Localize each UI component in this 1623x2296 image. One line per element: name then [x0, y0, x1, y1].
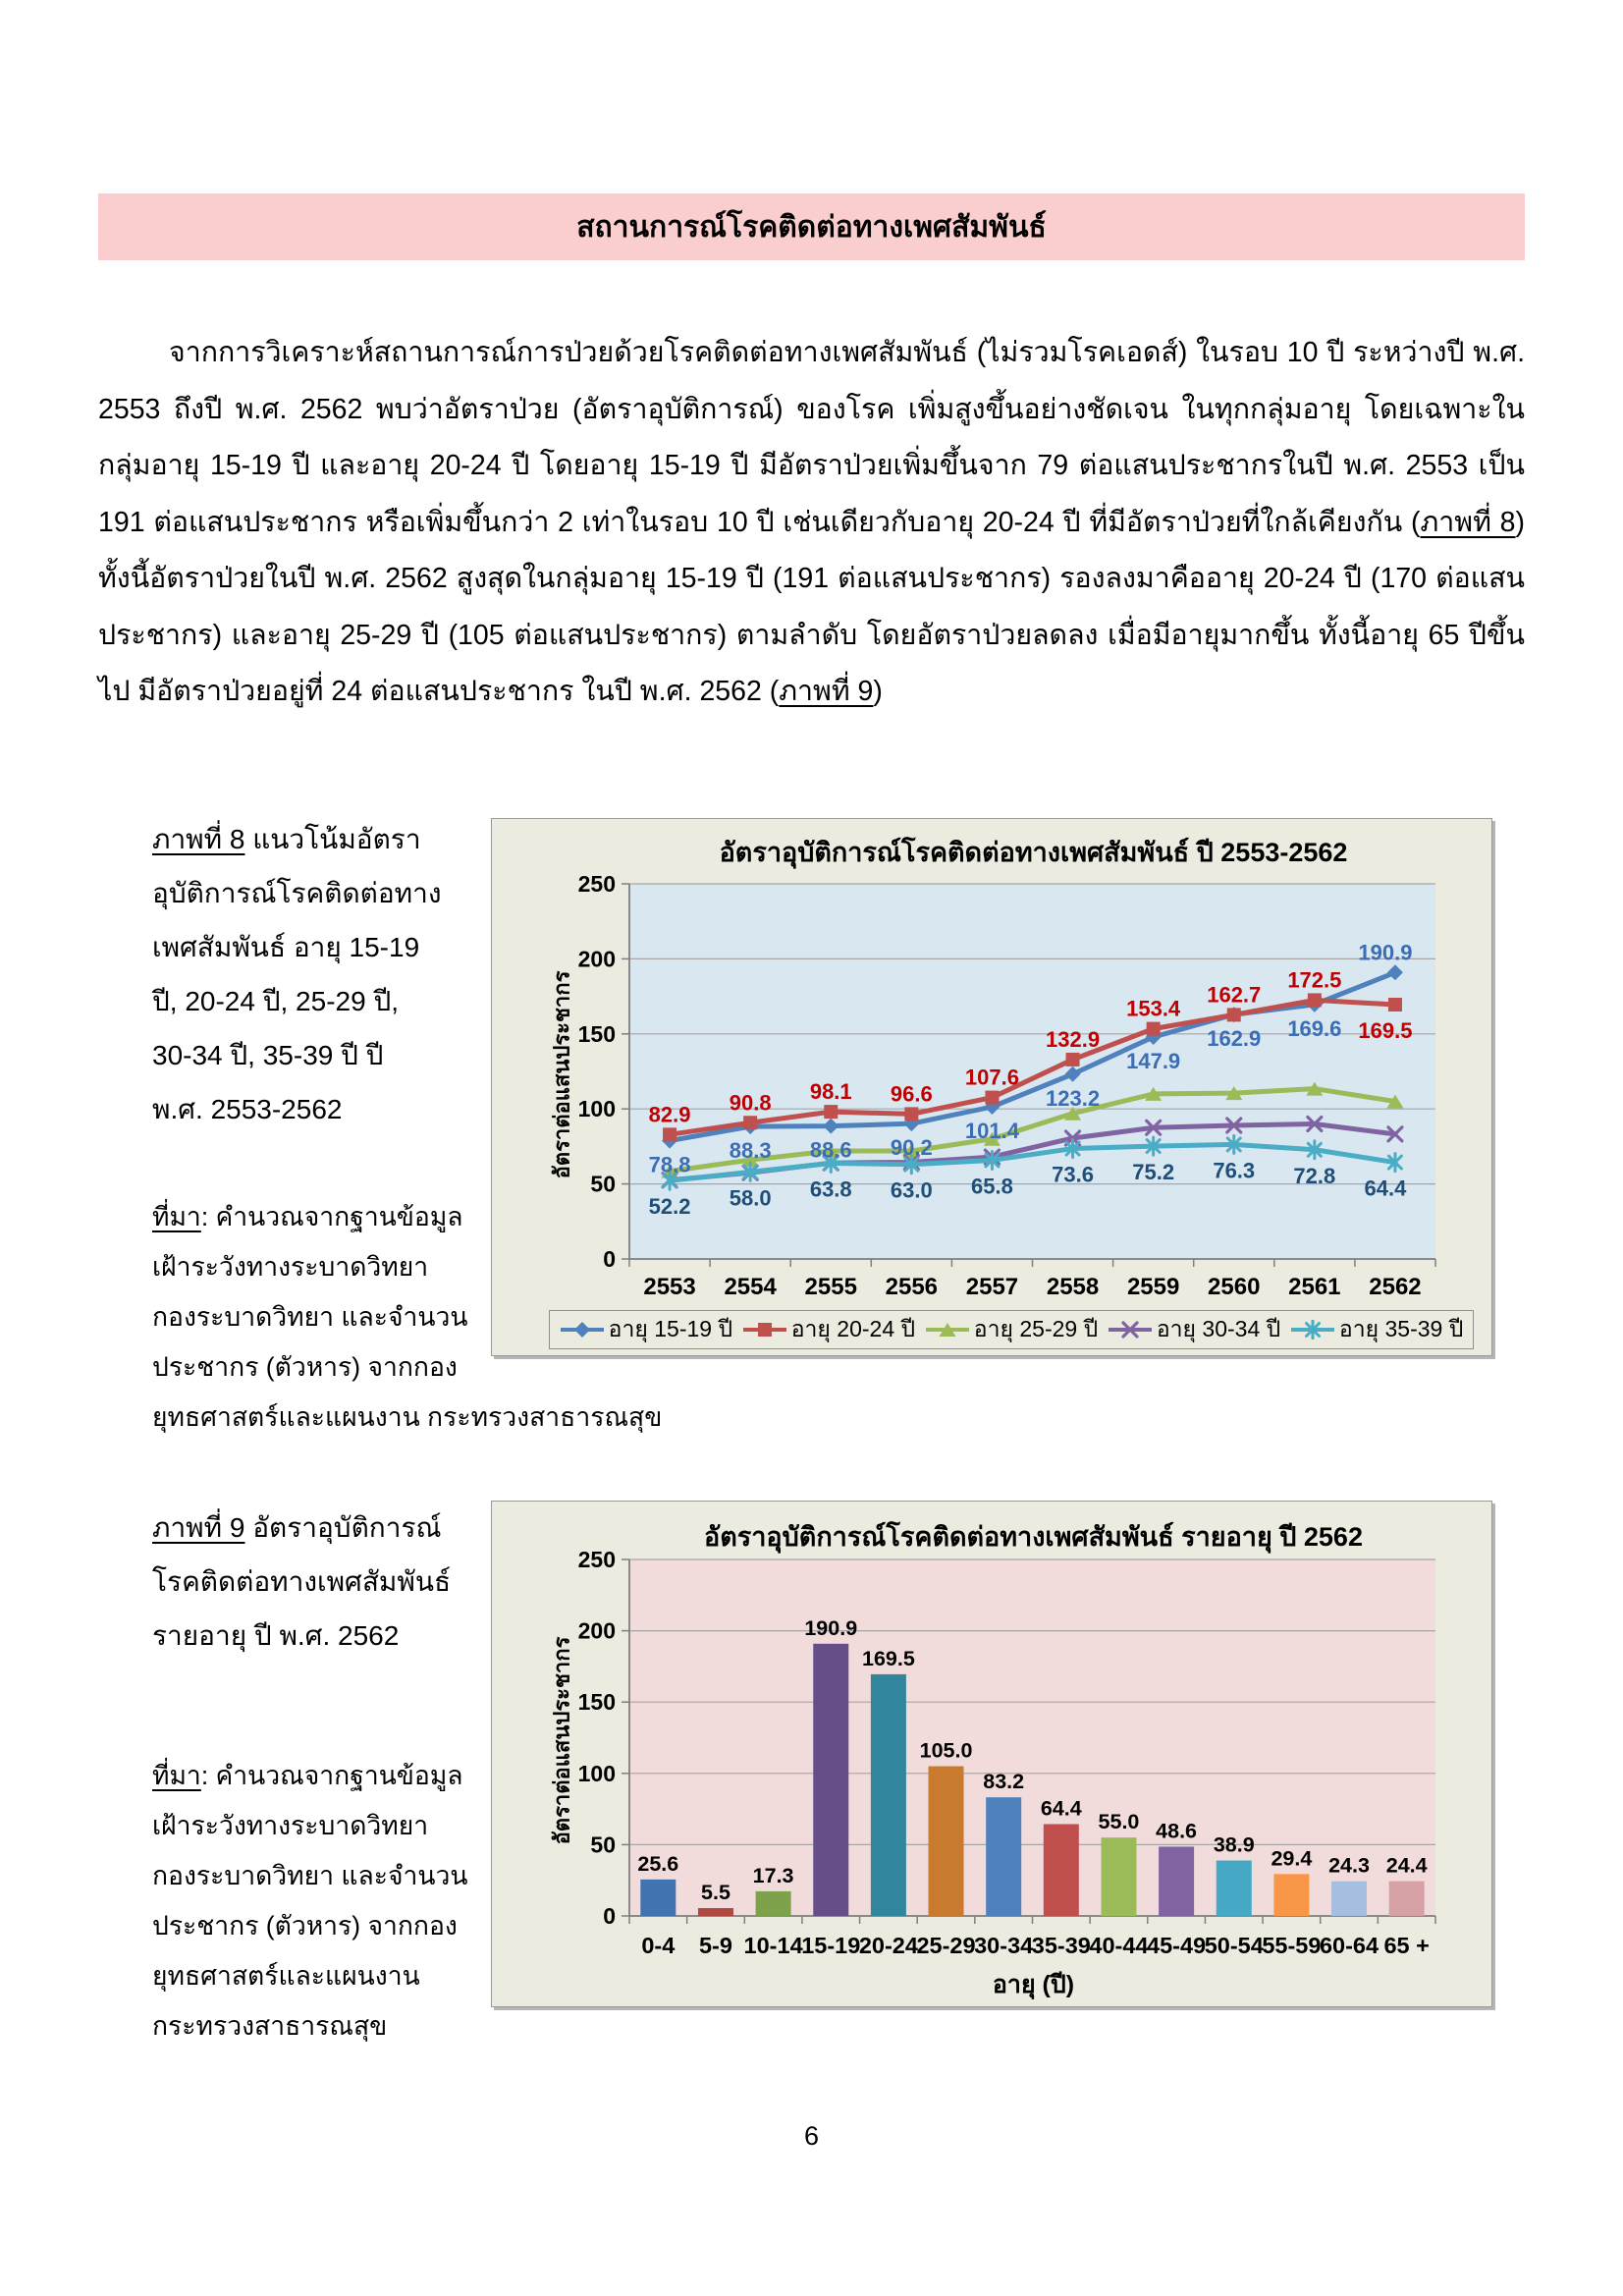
figure9-source: [152, 1751, 467, 2051]
data-label: 52.2: [648, 1194, 691, 1220]
legend-item: [1108, 1312, 1280, 1347]
bar-value-label: 25.6: [637, 1851, 679, 1876]
data-label: 64.4: [1364, 1175, 1407, 1201]
data-label: 190.9: [1358, 940, 1413, 965]
x-tick-label: 60-64: [1319, 1933, 1380, 1958]
y-tick-label: 150: [577, 1020, 616, 1047]
data-label: 78.8: [648, 1152, 691, 1177]
asterisk-legend-marker-icon: [1290, 1320, 1335, 1339]
data-label: 63.8: [809, 1176, 852, 1202]
figure9-source-text: ยุทธศาสตร์และแผนงาน: [152, 1961, 420, 1991]
bar: [1044, 1824, 1079, 1916]
bar: [813, 1644, 848, 1916]
line-series-point: [663, 1127, 676, 1141]
data-label: 75.2: [1132, 1160, 1175, 1185]
x-tick-label: 45-49: [1147, 1933, 1207, 1958]
figure8-caption-text: พ.ศ. 2553-2562: [152, 1094, 343, 1124]
data-label: 98.1: [809, 1079, 852, 1105]
line-series-point: [1227, 1008, 1241, 1021]
y-tick-label: 50: [590, 1831, 616, 1858]
data-label: 90.2: [890, 1135, 933, 1161]
figure9-source-text: เฝ้าระวังทางระบาดวิทยา: [152, 1811, 429, 1840]
x-tick-label: 2558: [1046, 1274, 1100, 1300]
data-label: 101.4: [964, 1119, 1019, 1144]
figure9-source-text: : คำนวณจากฐานข้อมูล: [200, 1761, 463, 1790]
y-tick-label: 250: [577, 1547, 616, 1572]
figure9-x-axis-title: อายุ (ปี): [992, 1971, 1075, 1998]
figure9-caption: [152, 1501, 451, 1663]
figure9-caption-text: โรคติดต่อทางเพศสัมพันธ์: [152, 1566, 452, 1597]
bar: [640, 1880, 676, 1916]
data-label: 107.6: [964, 1065, 1019, 1090]
y-tick-label: 200: [577, 1617, 616, 1644]
y-tick-label: 50: [590, 1171, 616, 1197]
x-tick-label: 65 +: [1383, 1933, 1430, 1958]
legend-label: อายุ 15-19 ปี: [608, 1316, 733, 1341]
figure8-caption-label: ภาพที่ 8: [152, 824, 245, 854]
x-tick-label: 2557: [965, 1274, 1019, 1300]
x-tick-label: 55-59: [1262, 1933, 1322, 1958]
line-series-point: [904, 1107, 918, 1121]
bar-chart-svg: [492, 1502, 1493, 2008]
x-tick-label: 2561: [1288, 1274, 1341, 1300]
bar-value-label: 55.0: [1098, 1810, 1140, 1834]
line-series-point: [985, 1091, 999, 1105]
x-tick-label: 2559: [1126, 1274, 1180, 1300]
bar: [871, 1674, 906, 1916]
bar-value-label: 17.3: [752, 1863, 794, 1887]
figure8-legend: [549, 1310, 1474, 1349]
x-tick-label: 30-34: [974, 1933, 1034, 1958]
bar-value-label: 24.4: [1385, 1853, 1428, 1878]
figure8-source-text: เฝ้าระวังทางระบาดวิทยา: [152, 1252, 429, 1282]
figure8-source-text: : คำนวณจากฐานข้อมูล: [200, 1202, 463, 1231]
legend-item: [1290, 1312, 1463, 1347]
data-label: 76.3: [1213, 1158, 1256, 1183]
line-chart-svg: [492, 819, 1493, 1357]
plot-area: [629, 1559, 1435, 1916]
data-label: 58.0: [729, 1185, 772, 1211]
legend-label: อายุ 30-34 ปี: [1156, 1316, 1281, 1341]
bar-value-label: 29.4: [1271, 1846, 1313, 1871]
figure8-chart: [491, 818, 1492, 1356]
figure8-caption-text: แนวโน้มอัตรา: [244, 824, 421, 854]
data-label: 153.4: [1126, 996, 1181, 1021]
bar-value-label: 48.6: [1156, 1819, 1198, 1843]
bar-value-label: 190.9: [804, 1615, 858, 1640]
paragraph-text: ): [873, 676, 883, 707]
data-label: 172.5: [1287, 967, 1342, 993]
bar: [756, 1891, 791, 1916]
y-tick-label: 100: [577, 1760, 616, 1786]
legend-item: [925, 1312, 1098, 1347]
bar: [698, 1908, 733, 1916]
square-legend-marker-icon: [742, 1320, 787, 1339]
bar-value-label: 5.5: [701, 1881, 730, 1905]
figure9-caption-label: ภาพที่ 9: [152, 1512, 245, 1543]
bar-value-label: 169.5: [861, 1646, 915, 1670]
bar-value-label: 24.3: [1328, 1853, 1370, 1878]
x-tick-label: 2560: [1208, 1274, 1261, 1300]
legend-item: [742, 1312, 915, 1347]
figure8-caption-text: 30-34 ปี, 35-39 ปี ปี: [152, 1040, 384, 1070]
y-tick-label: 200: [577, 946, 616, 972]
legend-marker: [758, 1323, 772, 1337]
figure8-source-label: ที่มา: [152, 1202, 201, 1231]
x-tick-label: 2555: [804, 1274, 857, 1300]
title-banner: [98, 193, 1525, 260]
legend-label: อายุ 20-24 ปี: [790, 1316, 916, 1341]
x-tick-label: 5-9: [698, 1933, 732, 1958]
y-tick-label: 250: [577, 871, 616, 897]
bar: [986, 1797, 1021, 1916]
bar: [1331, 1882, 1367, 1916]
paragraph-text: ) ทั้งนี้อัตราป่วยในปี พ.ศ. 2562 สูงสุดในกลุ่มอายุ 15-19 ปี (191 ต่อแสนประชากร) รองลงมาคืออายุ 20-24 ปี (170 ต่อแสนประชากร) และอายุ 25-29 ปี (105 ต่อแสนประชากร) ตามลำดับ โดยอัตราป่วยลดลง เมื่อมีอายุมากขึ้น ทั้งนี้อายุ 65 ปีขึ้นไป มีอัตราป่วยอยู่ที่ 24 ต่อแสนประชากร ในปี พ.ศ. 2562 (: [98, 506, 1525, 707]
figure9-chart: [491, 1501, 1492, 2007]
figure8-chart-title: อัตราอุบัติการณ์โรคติดต่อทางเพศสัมพันธ์ ปี 2553-2562: [719, 838, 1348, 867]
bar-value-label: 83.2: [983, 1770, 1025, 1794]
bar-value-label: 64.4: [1040, 1796, 1082, 1821]
data-label: 147.9: [1126, 1049, 1181, 1074]
figure9-caption-text: รายอายุ ปี พ.ศ. 2562: [152, 1620, 400, 1651]
legend-label: อายุ 35-39 ปี: [1338, 1316, 1464, 1341]
page-title: สถานการณ์โรคติดต่อทางเพศสัมพันธ์: [576, 210, 1047, 244]
bar: [1389, 1882, 1425, 1916]
figure9-chart-title: อัตราอุบัติการณ์โรคติดต่อทางเพศสัมพันธ์ รายอายุ ปี 2562: [704, 1522, 1363, 1552]
data-label: 88.6: [809, 1137, 852, 1163]
legend-item: [560, 1312, 732, 1347]
data-label: 63.0: [890, 1177, 933, 1203]
figure9-source-text: กองระบาดวิทยา และจำนวน: [152, 1861, 468, 1890]
line-series-point: [1388, 998, 1402, 1011]
data-label: 132.9: [1046, 1026, 1101, 1052]
y-tick-label: 150: [577, 1689, 616, 1716]
x-tick-label: 20-24: [858, 1933, 918, 1958]
x-tick-label: 2556: [885, 1274, 939, 1300]
data-label: 65.8: [971, 1174, 1013, 1199]
line-series-point: [824, 1105, 838, 1119]
y-tick-label: 0: [603, 1903, 616, 1929]
line-series-point: [1308, 993, 1322, 1007]
data-label: 169.6: [1287, 1015, 1342, 1041]
bar-value-label: 38.9: [1213, 1832, 1255, 1857]
figure9-source-text: ประชากร (ตัวหาร) จากกอง: [152, 1911, 458, 1941]
x-tick-label: 25-29: [916, 1933, 976, 1958]
figure8-source-text: กองระบาดวิทยา และจำนวน: [152, 1302, 468, 1332]
figure8-caption-text: ปี, 20-24 ปี, 25-29 ปี,: [152, 986, 400, 1016]
body-paragraph: [98, 325, 1525, 721]
figure8-y-axis-title: อัตราต่อแสนประชากร: [549, 970, 574, 1179]
triangle-legend-marker-icon: [925, 1320, 970, 1339]
y-tick-label: 0: [603, 1246, 616, 1272]
data-label: 162.9: [1207, 1026, 1262, 1052]
figure8-source-text: ยุทธศาสตร์และแผนงาน กระทรวงสาธารณสุข: [152, 1402, 663, 1432]
bar-value-label: 105.0: [919, 1738, 973, 1763]
figure8-caption: [152, 812, 442, 1136]
diamond-legend-marker-icon: [560, 1320, 605, 1339]
bar: [1217, 1861, 1252, 1916]
x-tick-label: 2562: [1369, 1274, 1422, 1300]
x-legend-marker-icon: [1108, 1320, 1153, 1339]
x-tick-label: 40-44: [1089, 1933, 1149, 1958]
page-number: 6: [803, 2121, 820, 2151]
bar: [1101, 1837, 1136, 1916]
x-tick-label: 50-54: [1204, 1933, 1264, 1958]
figure8-caption-text: เพศสัมพันธ์ อายุ 15-19: [152, 932, 420, 962]
data-label: 73.6: [1052, 1162, 1094, 1187]
data-label: 72.8: [1293, 1163, 1336, 1188]
figure8-caption-text: อุบัติการณ์โรคติดต่อทาง: [152, 878, 442, 908]
x-tick-label: 2553: [643, 1274, 696, 1300]
legend-marker: [574, 1322, 590, 1338]
figure9-source-label: ที่มา: [152, 1761, 201, 1790]
data-label: 90.8: [729, 1090, 772, 1116]
x-tick-label: 15-19: [801, 1933, 861, 1958]
bar: [929, 1767, 964, 1916]
bar: [1159, 1846, 1194, 1916]
figure9-source-text: กระทรวงสาธารณสุข: [152, 2011, 388, 2041]
figure9-reference: ภาพที่ 9: [779, 676, 874, 707]
y-tick-label: 100: [577, 1096, 616, 1122]
line-series-point: [743, 1116, 757, 1129]
data-label: 123.2: [1046, 1085, 1101, 1111]
data-label: 96.6: [890, 1081, 933, 1107]
data-label: 162.7: [1207, 982, 1262, 1008]
legend-label: อายุ 25-29 ปี: [973, 1316, 1099, 1341]
figure9-caption-text: อัตราอุบัติการณ์: [244, 1512, 442, 1543]
figure8-reference: ภาพที่ 8: [1420, 506, 1516, 538]
line-series-point: [1147, 1022, 1161, 1036]
figure9-y-axis-title: อัตราต่อแสนประชากร: [549, 1636, 574, 1845]
paragraph-text: จากการวิเคราะห์สถานการณ์การป่วยด้วยโรคติดต่อทางเพศสัมพันธ์ (ไม่รวมโรคเอดส์) ในรอบ 10 ปี ระหว่างปี พ.ศ. 2553 ถึงปี พ.ศ. 2562 พบว่าอัตราป่วย (อัตราอุบัติการณ์) ของโรค เพิ่มสูงขึ้นอย่างชัดเจน ในทุกกลุ่มอายุ โดยเฉพาะในกลุ่มอายุ 15-19 ปี และอายุ 20-24 ปี โดยอายุ 15-19 ปี มีอัตราป่วยเพิ่มขึ้นจาก 79 ต่อแสนประชากรในปี พ.ศ. 2553 เป็น 191 ต่อแสนประชากร หรือเพิ่มขึ้นกว่า 2 เท่าในรอบ 10 ปี เช่นเดียวกับอายุ 20-24 ปี ที่มีอัตราป่วยที่ใกล้เคียงกัน (: [98, 337, 1525, 538]
x-tick-label: 2554: [724, 1274, 777, 1300]
line-series-point: [1066, 1053, 1080, 1066]
data-label: 88.3: [729, 1138, 772, 1164]
figure8-source-text: ประชากร (ตัวหาร) จากกอง: [152, 1352, 458, 1382]
data-label: 169.5: [1358, 1018, 1413, 1044]
x-tick-label: 35-39: [1031, 1933, 1091, 1958]
x-tick-label: 10-14: [743, 1933, 803, 1958]
data-label: 82.9: [648, 1102, 691, 1127]
bar: [1273, 1874, 1309, 1916]
x-tick-label: 0-4: [641, 1933, 676, 1958]
